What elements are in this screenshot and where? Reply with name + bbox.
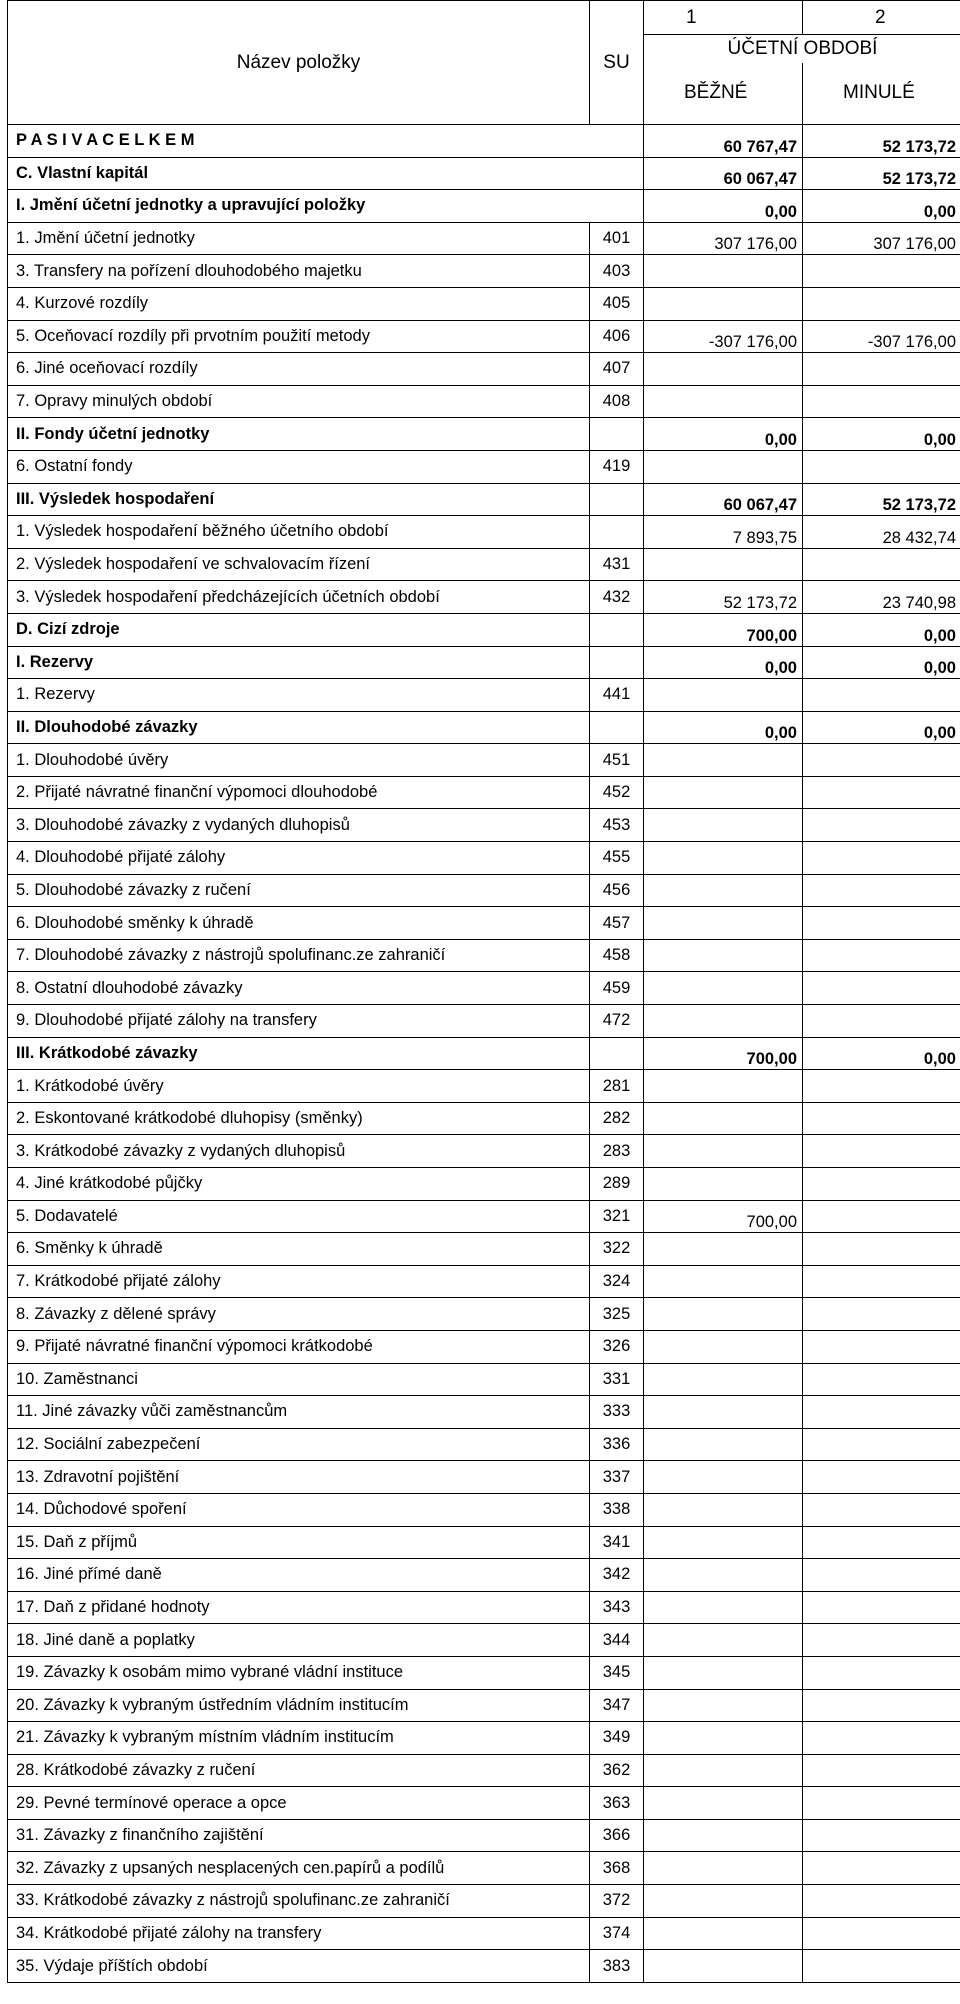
row-name: 6. Ostatní fondy	[8, 450, 590, 483]
table-row	[8, 1135, 960, 1168]
row-name: I. Rezervy	[8, 646, 590, 679]
row-previous-value	[803, 842, 960, 875]
table-row	[8, 1005, 960, 1038]
row-su: 344	[590, 1624, 644, 1657]
row-current-value	[644, 1526, 803, 1559]
row-previous-value: 0,00	[803, 646, 960, 679]
column-header-name: Název položky	[8, 1, 590, 125]
row-previous-value	[803, 1722, 960, 1755]
row-su: 325	[590, 1298, 644, 1331]
row-name: 4. Jiné krátkodobé půjčky	[8, 1168, 590, 1201]
row-su: 374	[590, 1917, 644, 1950]
row-name: 16. Jiné přímé daně	[8, 1559, 590, 1592]
row-name: 34. Krátkodobé přijaté zálohy na transfery	[8, 1917, 590, 1950]
row-su: 341	[590, 1526, 644, 1559]
row-su: 338	[590, 1493, 644, 1526]
row-su: 453	[590, 809, 644, 842]
row-current-value	[644, 776, 803, 809]
table-row	[8, 1298, 960, 1331]
row-su: 342	[590, 1559, 644, 1592]
row-previous-value	[803, 1005, 960, 1038]
row-previous-value	[803, 1461, 960, 1494]
row-current-value	[644, 255, 803, 288]
column-header-current: BĚŽNÉ	[644, 63, 803, 125]
row-name: C. Vlastní kapitál	[8, 157, 590, 190]
table-row	[8, 711, 960, 744]
row-su: 455	[590, 842, 644, 875]
row-previous-value	[803, 1885, 960, 1918]
row-su: 349	[590, 1722, 644, 1755]
row-current-value	[644, 1754, 803, 1787]
row-su: 401	[590, 222, 644, 255]
row-su	[590, 516, 644, 549]
row-name: 7. Krátkodobé přijaté zálohy	[8, 1265, 590, 1298]
row-su: 362	[590, 1754, 644, 1787]
row-su: 408	[590, 385, 644, 418]
table-row	[8, 1461, 960, 1494]
row-previous-value: 52 173,72	[803, 483, 960, 516]
row-previous-value	[803, 1396, 960, 1429]
row-name: 6. Dlouhodobé směnky k úhradě	[8, 907, 590, 940]
table-row	[8, 1819, 960, 1852]
table-row	[8, 646, 960, 679]
row-previous-value	[803, 972, 960, 1005]
balance-sheet-table	[7, 0, 960, 1983]
row-previous-value	[803, 776, 960, 809]
row-current-value	[644, 1428, 803, 1461]
row-current-value: 60 767,47	[644, 125, 803, 158]
row-su: 333	[590, 1396, 644, 1429]
table-row	[8, 1037, 960, 1070]
table-row	[8, 1559, 960, 1592]
row-current-value	[644, 1787, 803, 1820]
table-row	[8, 1233, 960, 1266]
row-current-value: 700,00	[644, 613, 803, 646]
table-row	[8, 939, 960, 972]
row-previous-value: 0,00	[803, 1037, 960, 1070]
row-current-value: 700,00	[644, 1037, 803, 1070]
table-row	[8, 157, 960, 190]
row-su	[590, 613, 644, 646]
row-name: 2. Eskontované krátkodobé dluhopisy (směnky)	[8, 1102, 590, 1135]
table-row	[8, 483, 960, 516]
row-previous-value	[803, 1168, 960, 1201]
row-current-value	[644, 353, 803, 386]
row-current-value: 307 176,00	[644, 222, 803, 255]
table-row	[8, 1396, 960, 1429]
row-su: 431	[590, 548, 644, 581]
row-name: 21. Závazky k vybraným místním vládním institucím	[8, 1722, 590, 1755]
table-row	[8, 776, 960, 809]
row-previous-value	[803, 255, 960, 288]
table-row	[8, 1852, 960, 1885]
row-current-value	[644, 1885, 803, 1918]
table-row	[8, 1917, 960, 1950]
row-previous-value	[803, 1233, 960, 1266]
row-su: 456	[590, 874, 644, 907]
row-previous-value: 0,00	[803, 613, 960, 646]
row-name: 4. Kurzové rozdíly	[8, 287, 590, 320]
row-su	[590, 418, 644, 451]
row-name: 29. Pevné termínové operace a opce	[8, 1787, 590, 1820]
row-name: 1. Dlouhodobé úvěry	[8, 744, 590, 777]
row-name: 8. Ostatní dlouhodobé závazky	[8, 972, 590, 1005]
row-su	[590, 1037, 644, 1070]
table-row	[8, 842, 960, 875]
row-su: 406	[590, 320, 644, 353]
row-previous-value	[803, 1689, 960, 1722]
row-name: 6. Směnky k úhradě	[8, 1233, 590, 1266]
table-row	[8, 1754, 960, 1787]
table-row	[8, 1624, 960, 1657]
table-row	[8, 679, 960, 712]
row-name: III. Krátkodobé závazky	[8, 1037, 590, 1070]
row-previous-value	[803, 1493, 960, 1526]
row-current-value	[644, 1722, 803, 1755]
row-current-value	[644, 679, 803, 712]
row-previous-value	[803, 1102, 960, 1135]
row-current-value	[644, 1656, 803, 1689]
accounting-period-header: ÚČETNÍ OBDOBÍ	[644, 35, 960, 63]
row-previous-value	[803, 450, 960, 483]
table-row	[8, 1885, 960, 1918]
row-su: 345	[590, 1656, 644, 1689]
row-name: 31. Závazky z finančního zajištění	[8, 1819, 590, 1852]
row-name: I. Jmění účetní jednotky a upravující položky	[8, 190, 590, 223]
row-name: 15. Daň z příjmů	[8, 1526, 590, 1559]
table-row	[8, 907, 960, 940]
row-current-value	[644, 548, 803, 581]
row-su: 324	[590, 1265, 644, 1298]
row-su: 321	[590, 1200, 644, 1233]
row-current-value	[644, 809, 803, 842]
row-su: 432	[590, 581, 644, 614]
row-current-value	[644, 1396, 803, 1429]
row-previous-value: 52 173,72	[803, 157, 960, 190]
row-previous-value	[803, 1950, 960, 1983]
row-current-value	[644, 1363, 803, 1396]
row-current-value	[644, 1950, 803, 1983]
row-previous-value: 307 176,00	[803, 222, 960, 255]
row-previous-value	[803, 907, 960, 940]
table-row	[8, 125, 960, 158]
row-current-value	[644, 1298, 803, 1331]
row-su	[590, 157, 644, 190]
row-su: 368	[590, 1852, 644, 1885]
row-su	[590, 711, 644, 744]
table-row	[8, 190, 960, 223]
row-previous-value: 23 740,98	[803, 581, 960, 614]
table-row	[8, 450, 960, 483]
row-name: D. Cizí zdroje	[8, 613, 590, 646]
row-su: 457	[590, 907, 644, 940]
row-su: 407	[590, 353, 644, 386]
row-current-value	[644, 1559, 803, 1592]
row-previous-value	[803, 1428, 960, 1461]
row-name: 14. Důchodové spoření	[8, 1493, 590, 1526]
row-su: 289	[590, 1168, 644, 1201]
row-name: 19. Závazky k osobám mimo vybrané vládní instituce	[8, 1656, 590, 1689]
row-su: 336	[590, 1428, 644, 1461]
table-row	[8, 1722, 960, 1755]
row-previous-value	[803, 1330, 960, 1363]
row-name: 20. Závazky k vybraným ústředním vládním institucím	[8, 1689, 590, 1722]
row-current-value	[644, 385, 803, 418]
row-previous-value	[803, 809, 960, 842]
table-row	[8, 353, 960, 386]
row-name: 32. Závazky z upsaných nesplacených cen.papírů a podílů	[8, 1852, 590, 1885]
table-row	[8, 222, 960, 255]
row-previous-value	[803, 1787, 960, 1820]
row-current-value	[644, 1591, 803, 1624]
table-row	[8, 1168, 960, 1201]
row-current-value	[644, 842, 803, 875]
column-header-su: SU	[590, 1, 644, 125]
row-name: 1. Rezervy	[8, 679, 590, 712]
table-row	[8, 1950, 960, 1983]
row-current-value	[644, 939, 803, 972]
table-row	[8, 320, 960, 353]
row-su: 419	[590, 450, 644, 483]
row-current-value	[644, 1070, 803, 1103]
column-number-1: 1	[644, 1, 803, 35]
row-su: 343	[590, 1591, 644, 1624]
table-row	[8, 1526, 960, 1559]
row-previous-value	[803, 1819, 960, 1852]
row-current-value	[644, 287, 803, 320]
row-su	[590, 483, 644, 516]
row-name: 3. Transfery na pořízení dlouhodobého majetku	[8, 255, 590, 288]
row-current-value: 52 173,72	[644, 581, 803, 614]
row-previous-value: 0,00	[803, 190, 960, 223]
table-row	[8, 1493, 960, 1526]
row-su	[590, 646, 644, 679]
row-previous-value	[803, 1559, 960, 1592]
row-name: 28. Krátkodobé závazky z ručení	[8, 1754, 590, 1787]
row-name: 1. Jmění účetní jednotky	[8, 222, 590, 255]
row-su: 283	[590, 1135, 644, 1168]
row-previous-value: 52 173,72	[803, 125, 960, 158]
row-su: 337	[590, 1461, 644, 1494]
table-row	[8, 1656, 960, 1689]
row-current-value: -307 176,00	[644, 320, 803, 353]
row-previous-value	[803, 939, 960, 972]
table-row	[8, 809, 960, 842]
row-name: P A S I V A C E L K E M	[8, 125, 590, 158]
table-row	[8, 548, 960, 581]
table-row	[8, 613, 960, 646]
row-previous-value	[803, 1591, 960, 1624]
table-row	[8, 1265, 960, 1298]
row-current-value	[644, 972, 803, 1005]
row-previous-value	[803, 353, 960, 386]
table-row	[8, 1363, 960, 1396]
row-name: 9. Dlouhodobé přijaté zálohy na transfery	[8, 1005, 590, 1038]
table-row	[8, 581, 960, 614]
row-current-value: 0,00	[644, 190, 803, 223]
row-current-value	[644, 1819, 803, 1852]
row-name: 33. Krátkodobé závazky z nástrojů spolufinanc.ze zahraničí	[8, 1885, 590, 1918]
row-su: 405	[590, 287, 644, 320]
row-previous-value	[803, 1754, 960, 1787]
row-su: 403	[590, 255, 644, 288]
row-name: 4. Dlouhodobé přijaté zálohy	[8, 842, 590, 875]
row-name: 17. Daň z přidané hodnoty	[8, 1591, 590, 1624]
row-current-value	[644, 1005, 803, 1038]
table-row	[8, 385, 960, 418]
row-current-value	[644, 1493, 803, 1526]
row-name: 5. Dlouhodobé závazky z ručení	[8, 874, 590, 907]
row-su: 458	[590, 939, 644, 972]
row-su: 383	[590, 1950, 644, 1983]
row-previous-value: 0,00	[803, 418, 960, 451]
row-name: 12. Sociální zabezpečení	[8, 1428, 590, 1461]
table-row	[8, 1102, 960, 1135]
row-current-value	[644, 1330, 803, 1363]
row-name: 2. Výsledek hospodaření ve schvalovacím řízení	[8, 548, 590, 581]
row-current-value: 0,00	[644, 711, 803, 744]
column-number-2: 2	[803, 1, 960, 35]
row-previous-value: 0,00	[803, 711, 960, 744]
row-su: 459	[590, 972, 644, 1005]
table-row	[8, 418, 960, 451]
table-row	[8, 1428, 960, 1461]
row-current-value: 60 067,47	[644, 483, 803, 516]
row-previous-value	[803, 385, 960, 418]
row-su: 363	[590, 1787, 644, 1820]
row-name: 1. Výsledek hospodaření běžného účetního období	[8, 516, 590, 549]
row-su: 441	[590, 679, 644, 712]
row-name: III. Výsledek hospodaření	[8, 483, 590, 516]
row-previous-value	[803, 1070, 960, 1103]
row-current-value	[644, 1102, 803, 1135]
row-name: 18. Jiné daně a poplatky	[8, 1624, 590, 1657]
row-current-value	[644, 1852, 803, 1885]
row-name: II. Dlouhodobé závazky	[8, 711, 590, 744]
row-previous-value	[803, 1298, 960, 1331]
table-row	[8, 972, 960, 1005]
table-row	[8, 1070, 960, 1103]
row-su: 451	[590, 744, 644, 777]
row-name: 2. Přijaté návratné finanční výpomoci dlouhodobé	[8, 776, 590, 809]
row-su: 326	[590, 1330, 644, 1363]
row-su: 281	[590, 1070, 644, 1103]
row-current-value	[644, 1168, 803, 1201]
column-header-previous: MINULÉ	[803, 63, 960, 125]
row-current-value: 7 893,75	[644, 516, 803, 549]
row-current-value: 0,00	[644, 646, 803, 679]
row-current-value	[644, 744, 803, 777]
row-previous-value: -307 176,00	[803, 320, 960, 353]
row-su: 372	[590, 1885, 644, 1918]
table-row	[8, 287, 960, 320]
row-name: II. Fondy účetní jednotky	[8, 418, 590, 451]
table-row	[8, 874, 960, 907]
row-previous-value	[803, 1135, 960, 1168]
row-name: 7. Opravy minulých období	[8, 385, 590, 418]
row-su: 472	[590, 1005, 644, 1038]
row-su: 347	[590, 1689, 644, 1722]
row-current-value: 700,00	[644, 1200, 803, 1233]
row-previous-value	[803, 1363, 960, 1396]
row-name: 3. Dlouhodobé závazky z vydaných dluhopisů	[8, 809, 590, 842]
table-row	[8, 744, 960, 777]
row-name: 6. Jiné oceňovací rozdíly	[8, 353, 590, 386]
row-previous-value	[803, 1265, 960, 1298]
table-row	[8, 516, 960, 549]
row-previous-value	[803, 1656, 960, 1689]
row-name: 5. Oceňovací rozdíly při prvotním použití metody	[8, 320, 590, 353]
table-row	[8, 1200, 960, 1233]
row-current-value	[644, 907, 803, 940]
row-name: 8. Závazky z dělené správy	[8, 1298, 590, 1331]
row-su: 331	[590, 1363, 644, 1396]
row-name: 11. Jiné závazky vůči zaměstnancům	[8, 1396, 590, 1429]
row-current-value: 0,00	[644, 418, 803, 451]
row-current-value	[644, 1689, 803, 1722]
row-previous-value	[803, 1624, 960, 1657]
row-current-value	[644, 1265, 803, 1298]
row-name: 3. Krátkodobé závazky z vydaných dluhopisů	[8, 1135, 590, 1168]
table-row	[8, 1689, 960, 1722]
row-previous-value	[803, 1917, 960, 1950]
row-current-value	[644, 1135, 803, 1168]
row-current-value	[644, 1461, 803, 1494]
row-name: 7. Dlouhodobé závazky z nástrojů spolufinanc.ze zahraničí	[8, 939, 590, 972]
row-previous-value	[803, 287, 960, 320]
row-previous-value: 28 432,74	[803, 516, 960, 549]
table-row	[8, 1330, 960, 1363]
row-current-value	[644, 450, 803, 483]
row-previous-value	[803, 744, 960, 777]
table-row	[8, 255, 960, 288]
row-name: 9. Přijaté návratné finanční výpomoci krátkodobé	[8, 1330, 590, 1363]
row-name: 5. Dodavatelé	[8, 1200, 590, 1233]
row-previous-value	[803, 548, 960, 581]
row-previous-value	[803, 1852, 960, 1885]
table-row	[8, 1591, 960, 1624]
row-su: 452	[590, 776, 644, 809]
row-previous-value	[803, 679, 960, 712]
row-name: 13. Zdravotní pojištění	[8, 1461, 590, 1494]
row-current-value	[644, 874, 803, 907]
row-su	[590, 125, 644, 158]
row-su: 366	[590, 1819, 644, 1852]
row-current-value	[644, 1624, 803, 1657]
row-current-value: 60 067,47	[644, 157, 803, 190]
row-name: 35. Výdaje příštích období	[8, 1950, 590, 1983]
row-current-value	[644, 1917, 803, 1950]
row-name: 1. Krátkodobé úvěry	[8, 1070, 590, 1103]
row-su: 282	[590, 1102, 644, 1135]
row-su	[590, 190, 644, 223]
row-previous-value	[803, 874, 960, 907]
row-previous-value	[803, 1526, 960, 1559]
row-su: 322	[590, 1233, 644, 1266]
row-name: 10. Zaměstnanci	[8, 1363, 590, 1396]
row-current-value	[644, 1233, 803, 1266]
row-previous-value	[803, 1200, 960, 1233]
table-row	[8, 1787, 960, 1820]
row-name: 3. Výsledek hospodaření předcházejících účetních období	[8, 581, 590, 614]
